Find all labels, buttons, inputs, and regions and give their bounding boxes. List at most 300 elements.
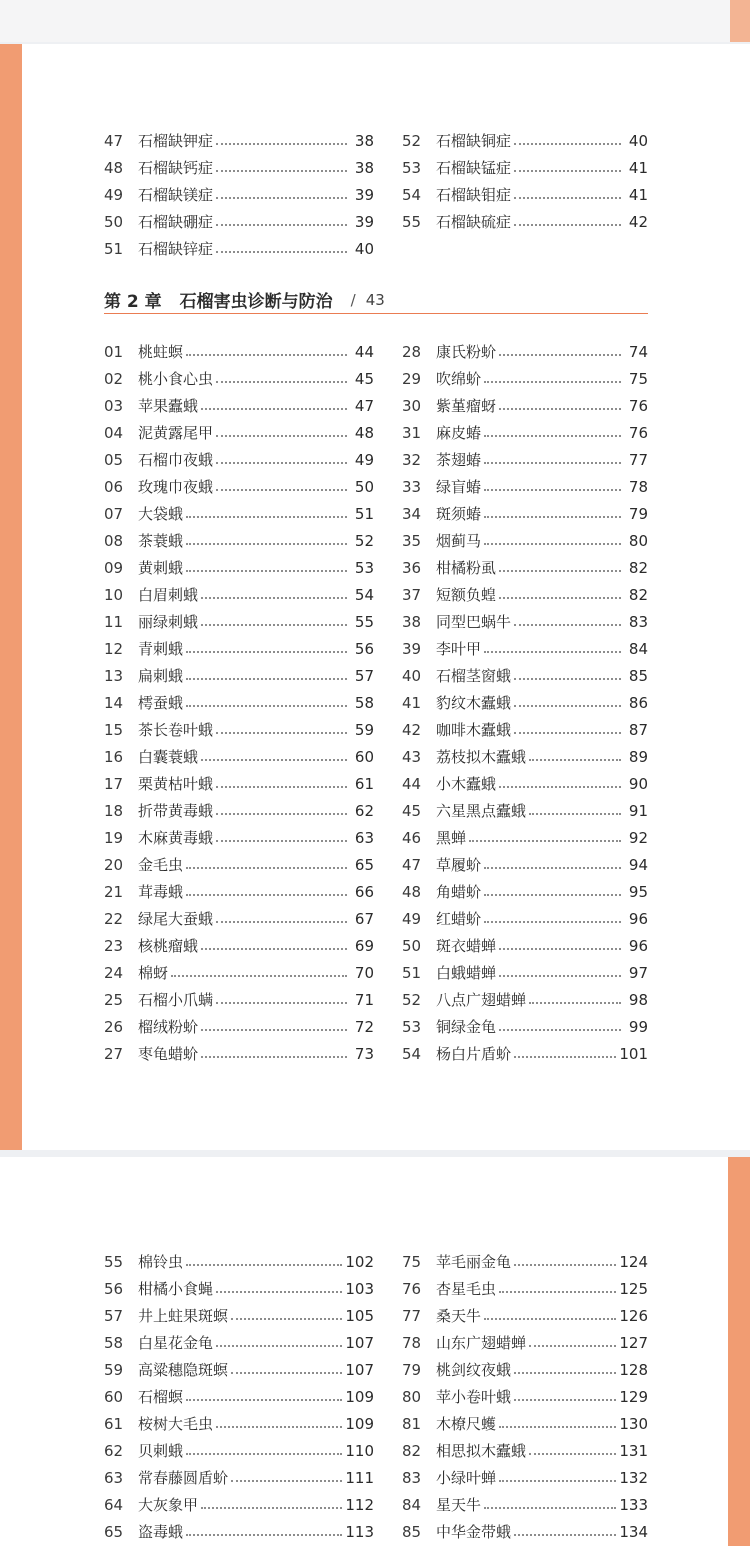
toc-entry-title: 短额负蝗 xyxy=(436,586,497,604)
toc-entry-page: 51 xyxy=(354,504,374,523)
toc-entry-title: 黄刺蛾 xyxy=(138,559,184,577)
toc-entry xyxy=(104,635,374,662)
toc-column-c-left xyxy=(104,1248,374,1545)
toc-entry xyxy=(402,581,648,608)
dot-leader xyxy=(484,515,621,518)
toc-entry-page: 58 xyxy=(354,693,374,712)
toc-entry-title: 榴绒粉蚧 xyxy=(138,1018,199,1036)
toc-entry xyxy=(104,392,374,419)
toc-entry-number: 27 xyxy=(104,1044,124,1063)
toc-entry xyxy=(402,365,648,392)
toc-entry-page: 59 xyxy=(354,720,374,739)
page-color-edge-right xyxy=(728,1157,750,1546)
toc-entry-number: 55 xyxy=(402,212,422,231)
toc-entry xyxy=(402,851,648,878)
toc-entry-title: 玫瑰巾夜蛾 xyxy=(138,478,214,496)
dot-leader xyxy=(499,1479,616,1482)
chapter-separator: / xyxy=(350,290,356,309)
toc-entry-number: 25 xyxy=(104,990,124,1009)
toc-entry-number: 41 xyxy=(402,693,422,712)
toc-entry-page: 95 xyxy=(628,882,648,901)
toc-entry xyxy=(104,851,374,878)
dot-leader xyxy=(186,1398,342,1401)
toc-entry-page: 75 xyxy=(628,369,648,388)
toc-entry xyxy=(402,743,648,770)
dot-leader xyxy=(514,1398,616,1401)
toc-entry-title: 红蜡蚧 xyxy=(436,910,482,928)
toc-entry xyxy=(402,338,648,365)
toc-entry-title: 草履蚧 xyxy=(436,856,482,874)
dot-leader xyxy=(186,704,347,707)
toc-entry-page: 124 xyxy=(619,1252,648,1271)
toc-entry-page: 127 xyxy=(619,1333,648,1352)
toc-entry-number: 80 xyxy=(402,1387,422,1406)
toc-entry-page: 90 xyxy=(628,774,648,793)
toc-entry-page: 112 xyxy=(345,1495,374,1514)
toc-entry-number: 12 xyxy=(104,639,124,658)
toc-entry-page: 126 xyxy=(619,1306,648,1325)
toc-entry-page: 92 xyxy=(628,828,648,847)
dot-leader xyxy=(201,1506,342,1509)
toc-entry-number: 13 xyxy=(104,666,124,685)
dot-leader xyxy=(216,169,347,172)
toc-entry-page: 84 xyxy=(628,639,648,658)
toc-entry-title: 青刺蛾 xyxy=(138,640,184,658)
toc-entry-title: 桑天牛 xyxy=(436,1307,482,1325)
toc-entry-number: 46 xyxy=(402,828,422,847)
toc-entry-page: 87 xyxy=(628,720,648,739)
toc-entry-page: 42 xyxy=(628,212,648,231)
toc-entry-title: 麻皮蝽 xyxy=(436,424,482,442)
toc-entry-number: 19 xyxy=(104,828,124,847)
toc-entry-number: 61 xyxy=(104,1414,124,1433)
toc-entry xyxy=(104,986,374,1013)
toc-entry xyxy=(402,878,648,905)
toc-entry-number: 82 xyxy=(402,1441,422,1460)
toc-entry-number: 38 xyxy=(402,612,422,631)
toc-entry xyxy=(104,1437,374,1464)
toc-entry-title: 茶长卷叶蛾 xyxy=(138,721,214,739)
toc-entry-title: 六星黑点蠹蛾 xyxy=(436,802,527,820)
toc-entry-page: 105 xyxy=(345,1306,374,1325)
dot-leader xyxy=(186,353,347,356)
toc-entry-title: 绿尾大蚕蛾 xyxy=(138,910,214,928)
toc-entry-page: 109 xyxy=(345,1414,374,1433)
toc-entry-title: 棉铃虫 xyxy=(138,1253,184,1271)
toc-entry-title: 柑橘小食蝇 xyxy=(138,1280,214,1298)
dot-leader xyxy=(529,1001,621,1004)
toc-entry-title: 紫堇瘤蚜 xyxy=(436,397,497,415)
toc-entry-page: 109 xyxy=(345,1387,374,1406)
toc-entry-title: 石榴缺钙症 xyxy=(138,159,214,177)
toc-entry xyxy=(104,1491,374,1518)
dot-leader xyxy=(231,1317,342,1320)
toc-entry-page: 66 xyxy=(354,882,374,901)
toc-entry-page: 97 xyxy=(628,963,648,982)
toc-entry-number: 04 xyxy=(104,423,124,442)
toc-entry xyxy=(104,1275,374,1302)
dot-leader xyxy=(529,1344,616,1347)
dot-leader xyxy=(216,223,347,226)
previous-page-edge xyxy=(0,0,730,42)
toc-entry-title: 八点广翅蜡蝉 xyxy=(436,991,527,1009)
toc-entry xyxy=(402,473,648,500)
toc-entry xyxy=(402,1040,648,1067)
toc-entry-title: 斑须蝽 xyxy=(436,505,482,523)
toc-entry xyxy=(104,419,374,446)
toc-entry-number: 06 xyxy=(104,477,124,496)
toc-entry-page: 113 xyxy=(345,1522,374,1541)
toc-column-a-left xyxy=(104,127,374,262)
toc-entry-title: 杏星毛虫 xyxy=(436,1280,497,1298)
toc-entry-title: 荔枝拟木蠹蛾 xyxy=(436,748,527,766)
toc-entry xyxy=(402,181,648,208)
toc-entry xyxy=(104,527,374,554)
toc-entry-page: 60 xyxy=(354,747,374,766)
toc-entry-number: 33 xyxy=(402,477,422,496)
dot-leader xyxy=(186,893,347,896)
toc-entry-page: 129 xyxy=(619,1387,648,1406)
toc-entry-number: 03 xyxy=(104,396,124,415)
toc-entry xyxy=(402,770,648,797)
toc-entry xyxy=(104,446,374,473)
toc-entry-number: 30 xyxy=(402,396,422,415)
toc-entry xyxy=(402,1437,648,1464)
toc-entry xyxy=(402,1329,648,1356)
dot-leader xyxy=(216,785,347,788)
toc-entry-title: 石榴小爪螨 xyxy=(138,991,214,1009)
toc-entry xyxy=(104,1013,374,1040)
toc-entry xyxy=(402,662,648,689)
dot-leader xyxy=(514,623,621,626)
toc-entry-number: 43 xyxy=(402,747,422,766)
dot-leader xyxy=(484,542,621,545)
toc-entry-title: 石榴螟 xyxy=(138,1388,184,1406)
toc-entry-title: 扁刺蛾 xyxy=(138,667,184,685)
toc-column-c-right xyxy=(402,1248,648,1545)
toc-entry-number: 78 xyxy=(402,1333,422,1352)
toc-entry-number: 84 xyxy=(402,1495,422,1514)
dot-leader xyxy=(499,947,621,950)
toc-entry xyxy=(402,716,648,743)
dot-leader xyxy=(499,407,621,410)
dot-leader xyxy=(484,650,621,653)
toc-entry xyxy=(402,986,648,1013)
toc-entry xyxy=(104,1302,374,1329)
toc-entry-page: 69 xyxy=(354,936,374,955)
toc-entry-number: 54 xyxy=(402,1044,422,1063)
dot-leader xyxy=(499,1425,616,1428)
toc-entry-number: 31 xyxy=(402,423,422,442)
toc-entry-number: 07 xyxy=(104,504,124,523)
toc-entry-page: 96 xyxy=(628,936,648,955)
toc-entry-page: 79 xyxy=(628,504,648,523)
toc-entry-page: 134 xyxy=(619,1522,648,1541)
chapter-title: 石榴害虫诊断与防治 xyxy=(179,292,333,312)
toc-entry xyxy=(402,1383,648,1410)
dot-leader xyxy=(484,1317,616,1320)
toc-entry-title: 桃蛀螟 xyxy=(138,343,184,361)
toc-entry-title: 石榴缺硼症 xyxy=(138,213,214,231)
toc-entry-title: 白星花金龟 xyxy=(138,1334,214,1352)
toc-entry-number: 56 xyxy=(104,1279,124,1298)
toc-entry-page: 130 xyxy=(619,1414,648,1433)
dot-leader xyxy=(514,169,621,172)
toc-entry-title: 茶翅蝽 xyxy=(436,451,482,469)
dot-leader xyxy=(216,488,347,491)
toc-entry-title: 白囊蓑蛾 xyxy=(138,748,199,766)
dot-leader xyxy=(171,974,347,977)
toc-entry-page: 67 xyxy=(354,909,374,928)
toc-entry-title: 石榴缺钼症 xyxy=(436,186,512,204)
toc-entry-number: 08 xyxy=(104,531,124,550)
dot-leader xyxy=(231,1479,342,1482)
toc-entry xyxy=(104,716,374,743)
toc-entry-number: 79 xyxy=(402,1360,422,1379)
dot-leader xyxy=(484,920,621,923)
toc-entry xyxy=(104,824,374,851)
dot-leader xyxy=(201,1028,347,1031)
toc-entry-page: 76 xyxy=(628,396,648,415)
toc-entry-number: 50 xyxy=(104,212,124,231)
toc-entry-title: 苹果蠹蛾 xyxy=(138,397,199,415)
toc-entry-page: 131 xyxy=(619,1441,648,1460)
toc-entry-page: 39 xyxy=(354,212,374,231)
dot-leader xyxy=(216,1290,342,1293)
toc-entry-page: 38 xyxy=(354,131,374,150)
page-color-edge-left xyxy=(0,44,22,1150)
toc-entry-number: 48 xyxy=(402,882,422,901)
toc-entry xyxy=(104,1518,374,1545)
toc-entry xyxy=(402,1248,648,1275)
toc-entry-title: 桃小食心虫 xyxy=(138,370,214,388)
toc-entry xyxy=(402,824,648,851)
toc-entry xyxy=(104,1040,374,1067)
dot-leader xyxy=(484,434,621,437)
toc-entry-title: 绿盲蝽 xyxy=(436,478,482,496)
dot-leader xyxy=(186,1263,342,1266)
toc-entry xyxy=(104,154,374,181)
toc-entry-page: 41 xyxy=(628,185,648,204)
toc-entry-title: 豹纹木蠹蛾 xyxy=(436,694,512,712)
dot-leader xyxy=(201,758,347,761)
dot-leader xyxy=(216,461,347,464)
toc-entry-number: 58 xyxy=(104,1333,124,1352)
toc-entry-number: 15 xyxy=(104,720,124,739)
dot-leader xyxy=(484,380,621,383)
toc-entry-page: 128 xyxy=(619,1360,648,1379)
toc-entry-number: 36 xyxy=(402,558,422,577)
toc-entry-title: 高粱穗隐斑螟 xyxy=(138,1361,229,1379)
toc-entry-title: 康氏粉蚧 xyxy=(436,343,497,361)
toc-entry-title: 枣龟蜡蚧 xyxy=(138,1045,199,1063)
toc-entry-title: 黑蝉 xyxy=(436,829,467,847)
dot-leader xyxy=(499,1290,616,1293)
toc-entry-title: 烟蓟马 xyxy=(436,532,482,550)
toc-entry-title: 桃剑纹夜蛾 xyxy=(436,1361,512,1379)
toc-entry xyxy=(402,154,648,181)
toc-entry-page: 96 xyxy=(628,909,648,928)
toc-entry-page: 56 xyxy=(354,639,374,658)
toc-entry-title: 小木蠹蛾 xyxy=(436,775,497,793)
dot-leader xyxy=(231,1371,342,1374)
toc-entry-title: 木麻黄毒蛾 xyxy=(138,829,214,847)
toc-entry-page: 74 xyxy=(628,342,648,361)
toc-entry-title: 石榴缺锰症 xyxy=(436,159,512,177)
toc-entry-number: 35 xyxy=(402,531,422,550)
dot-leader xyxy=(499,596,621,599)
toc-entry xyxy=(104,905,374,932)
toc-entry-page: 49 xyxy=(354,450,374,469)
toc-entry-number: 51 xyxy=(402,963,422,982)
toc-entry-title: 石榴缺锌症 xyxy=(138,240,214,258)
toc-entry-number: 02 xyxy=(104,369,124,388)
toc-entry xyxy=(104,500,374,527)
toc-entry-number: 21 xyxy=(104,882,124,901)
toc-entry-title: 李叶甲 xyxy=(436,640,482,658)
toc-entry xyxy=(402,127,648,154)
toc-entry xyxy=(104,235,374,262)
toc-entry-title: 折带黄毒蛾 xyxy=(138,802,214,820)
toc-entry-title: 相思拟木蠹蛾 xyxy=(436,1442,527,1460)
toc-entry-title: 同型巴蜗牛 xyxy=(436,613,512,631)
toc-entry-number: 24 xyxy=(104,963,124,982)
toc-entry-title: 角蜡蚧 xyxy=(436,883,482,901)
dot-leader xyxy=(216,1344,342,1347)
toc-entry-title: 斑衣蜡蝉 xyxy=(436,937,497,955)
toc-entry-page: 73 xyxy=(354,1044,374,1063)
toc-entry-title: 木橑尺蠖 xyxy=(436,1415,497,1433)
toc-entry xyxy=(402,208,648,235)
toc-entry xyxy=(104,743,374,770)
toc-entry-number: 76 xyxy=(402,1279,422,1298)
toc-entry-number: 52 xyxy=(402,990,422,1009)
toc-entry-title: 丽绿刺蛾 xyxy=(138,613,199,631)
dot-leader xyxy=(499,353,621,356)
dot-leader xyxy=(216,380,347,383)
dot-leader xyxy=(514,1055,616,1058)
toc-entry-page: 111 xyxy=(345,1468,374,1487)
dot-leader xyxy=(484,893,621,896)
toc-entry-page: 40 xyxy=(628,131,648,150)
dot-leader xyxy=(514,1371,616,1374)
toc-entry-title: 贝刺蛾 xyxy=(138,1442,184,1460)
toc-entry-number: 23 xyxy=(104,936,124,955)
toc-entry-page: 72 xyxy=(354,1017,374,1036)
toc-entry-number: 09 xyxy=(104,558,124,577)
toc-entry-page: 78 xyxy=(628,477,648,496)
toc-entry-title: 石榴缺钾症 xyxy=(138,132,214,150)
toc-entry-title: 山东广翅蜡蝉 xyxy=(436,1334,527,1352)
dot-leader xyxy=(186,1533,342,1536)
toc-entry-number: 50 xyxy=(402,936,422,955)
toc-entry-page: 107 xyxy=(345,1333,374,1352)
toc-entry-number: 10 xyxy=(104,585,124,604)
toc-entry-number: 57 xyxy=(104,1306,124,1325)
toc-entry xyxy=(104,1329,374,1356)
toc-entry xyxy=(402,1464,648,1491)
dot-leader xyxy=(514,677,621,680)
toc-entry-number: 16 xyxy=(104,747,124,766)
toc-entry-number: 32 xyxy=(402,450,422,469)
toc-entry-title: 石榴茎窗蛾 xyxy=(436,667,512,685)
dot-leader xyxy=(186,866,347,869)
toc-entry xyxy=(402,1518,648,1545)
toc-entry-page: 61 xyxy=(354,774,374,793)
toc-entry xyxy=(402,689,648,716)
toc-entry-number: 44 xyxy=(402,774,422,793)
toc-entry-number: 28 xyxy=(402,342,422,361)
toc-entry-page: 44 xyxy=(354,342,374,361)
toc-entry xyxy=(402,500,648,527)
toc-entry-number: 75 xyxy=(402,1252,422,1271)
toc-entry xyxy=(104,770,374,797)
dot-leader xyxy=(529,758,621,761)
toc-entry-title: 苹小卷叶蛾 xyxy=(436,1388,512,1406)
toc-entry-title: 星天牛 xyxy=(436,1496,482,1514)
toc-entry-number: 39 xyxy=(402,639,422,658)
toc-entry-number: 47 xyxy=(104,131,124,150)
toc-entry-page: 62 xyxy=(354,801,374,820)
toc-entry-title: 大袋蛾 xyxy=(138,505,184,523)
toc-entry-title: 杨白片盾蚧 xyxy=(436,1045,512,1063)
toc-entry-number: 52 xyxy=(402,131,422,150)
dot-leader xyxy=(186,515,347,518)
toc-entry xyxy=(402,1275,648,1302)
toc-entry-number: 14 xyxy=(104,693,124,712)
dot-leader xyxy=(201,947,347,950)
toc-entry xyxy=(402,527,648,554)
toc-entry-title: 樗蚕蛾 xyxy=(138,694,184,712)
toc-entry-number: 42 xyxy=(402,720,422,739)
toc-entry-title: 铜绿金龟 xyxy=(436,1018,497,1036)
toc-entry-page: 39 xyxy=(354,185,374,204)
toc-column-a-right xyxy=(402,127,648,235)
dot-leader xyxy=(201,407,347,410)
toc-entry xyxy=(104,689,374,716)
toc-entry-page: 86 xyxy=(628,693,648,712)
toc-entry xyxy=(104,1383,374,1410)
toc-entry-number: 85 xyxy=(402,1522,422,1541)
toc-entry xyxy=(104,932,374,959)
toc-entry xyxy=(104,797,374,824)
toc-entry xyxy=(402,1302,648,1329)
toc-entry xyxy=(402,1410,648,1437)
toc-entry xyxy=(104,608,374,635)
dot-leader xyxy=(514,731,621,734)
dot-leader xyxy=(186,569,347,572)
toc-column-b-right xyxy=(402,338,648,1067)
dot-leader xyxy=(469,839,621,842)
dot-leader xyxy=(201,623,347,626)
toc-entry-page: 83 xyxy=(628,612,648,631)
toc-entry-page: 47 xyxy=(354,396,374,415)
toc-entry-page: 82 xyxy=(628,558,648,577)
dot-leader xyxy=(499,569,621,572)
toc-entry-number: 01 xyxy=(104,342,124,361)
toc-entry-number: 83 xyxy=(402,1468,422,1487)
toc-entry-number: 37 xyxy=(402,585,422,604)
toc-entry xyxy=(402,797,648,824)
dot-leader xyxy=(216,434,347,437)
toc-entry-title: 棉蚜 xyxy=(138,964,169,982)
dot-leader xyxy=(514,223,621,226)
toc-entry-title: 金毛虫 xyxy=(138,856,184,874)
toc-entry-page: 53 xyxy=(354,558,374,577)
dot-leader xyxy=(499,785,621,788)
toc-entry-number: 77 xyxy=(402,1306,422,1325)
toc-entry-title: 常春藤圆盾蚧 xyxy=(138,1469,229,1487)
